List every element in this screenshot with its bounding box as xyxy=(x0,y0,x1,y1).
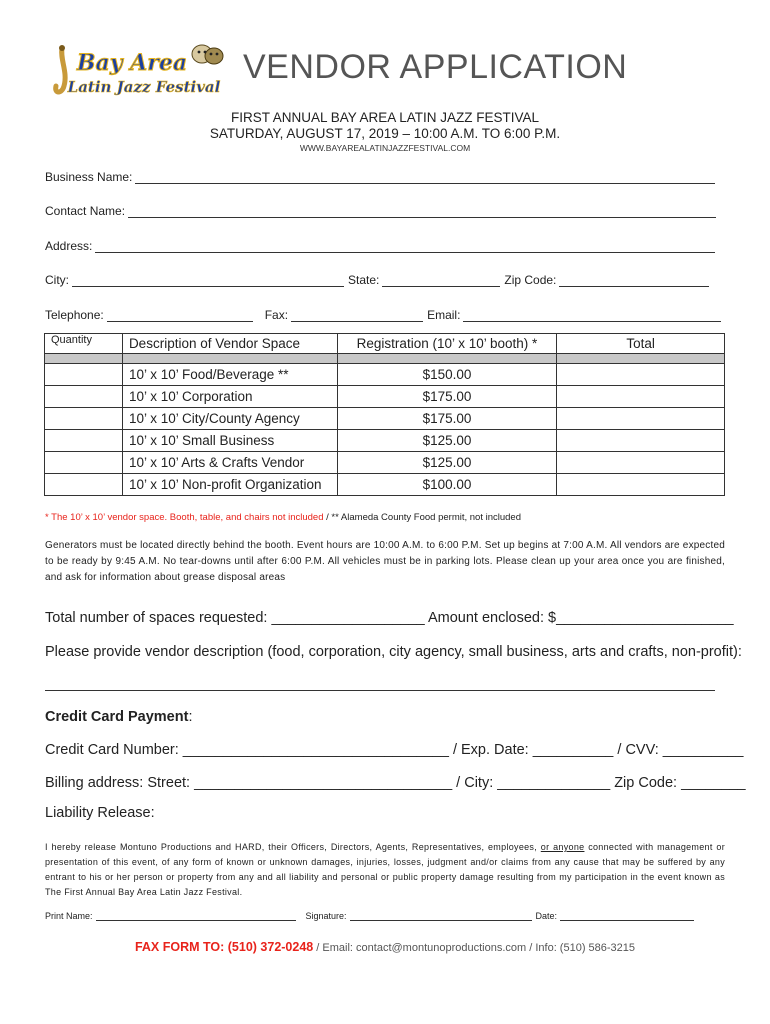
header-total: Total xyxy=(557,334,725,354)
spaces-row xyxy=(45,610,734,626)
business-name-label: Business Name: xyxy=(45,170,133,184)
booth-note-red: * The 10’ x 10’ vendor space. Booth, table, and chairs not included xyxy=(45,512,324,523)
price-cell: $125.00 xyxy=(337,430,557,452)
vendor-space-table xyxy=(44,333,725,496)
telephone-label: Telephone: xyxy=(45,308,104,322)
liability-heading: Liability Release: xyxy=(45,805,155,821)
credit-card-number-row[interactable]: Credit Card Number: _________________________________ / Exp. Date: __________ / CVV: __________ xyxy=(45,742,744,758)
header-registration: Registration (10’ x 10’ booth) * xyxy=(337,334,557,354)
festival-name: FIRST ANNUAL BAY AREA LATIN JAZZ FESTIVAL xyxy=(230,110,540,125)
price-cell: $100.00 xyxy=(337,474,557,496)
header-quantity: Quantity xyxy=(45,334,123,354)
booth-note xyxy=(45,512,521,523)
total-cell[interactable] xyxy=(557,474,725,496)
address-row xyxy=(45,237,715,253)
signature-field[interactable] xyxy=(350,911,532,921)
table-divider-row xyxy=(45,354,725,364)
description-cell: 10’ x 10’ City/County Agency xyxy=(122,408,337,430)
footer-email-info: / Email: contact@montunoproductions.com / Info: (510) 586-3215 xyxy=(313,942,636,954)
table-row xyxy=(45,452,725,474)
table-row xyxy=(45,386,725,408)
signature-row xyxy=(45,911,694,921)
total-cell[interactable] xyxy=(557,408,725,430)
state-field[interactable] xyxy=(382,275,500,287)
print-name-field[interactable] xyxy=(96,911,296,921)
liability-text: I hereby release Montuno Productions and HARD, their Officers, Directors, Agents, Representatives, employees, or anyone connected with management or presentation of this event, of any form of known or unknown damages, injuries, losses, judgment and/or claims from any cause that may be suffered by any entrant to his or her person or property from any and all liability and personal or public property damage resulting from my participation in the event known as The First Annual Bay Area Latin Jazz Festival. xyxy=(45,842,725,897)
fax-field[interactable] xyxy=(291,310,423,322)
quantity-cell[interactable] xyxy=(45,430,123,452)
date-field[interactable] xyxy=(560,911,694,921)
logo-text-line2: Latin Jazz Festival xyxy=(67,78,221,96)
price-cell: $125.00 xyxy=(337,452,557,474)
total-cell[interactable] xyxy=(557,452,725,474)
state-label: State: xyxy=(348,273,380,287)
table-header-row xyxy=(45,334,725,354)
signature-label: Signature: xyxy=(305,911,347,921)
booth-note-black: / ** Alameda County Food permit, not included xyxy=(323,512,522,523)
telephone-row xyxy=(45,306,721,322)
description-cell: 10’ x 10’ Arts & Crafts Vendor xyxy=(122,452,337,474)
price-cell: $150.00 xyxy=(337,364,557,386)
zip-label: Zip Code: xyxy=(504,273,557,287)
description-cell: 10’ x 10’ Small Business xyxy=(122,430,337,452)
total-cell[interactable] xyxy=(557,386,725,408)
email-field[interactable] xyxy=(463,310,721,322)
business-name-row xyxy=(45,168,715,184)
address-label: Address: xyxy=(45,239,93,253)
table-row xyxy=(45,474,725,496)
credit-card-heading: Credit Card Payment: xyxy=(45,709,193,725)
quantity-cell[interactable] xyxy=(45,386,123,408)
description-cell: 10’ x 10’ Food/Beverage ** xyxy=(122,364,337,386)
table-row xyxy=(45,430,725,452)
description-cell: 10’ x 10’ Corporation xyxy=(122,386,337,408)
header-description: Description of Vendor Space xyxy=(122,334,337,354)
quantity-cell[interactable] xyxy=(45,408,123,430)
total-cell[interactable] xyxy=(557,430,725,452)
amount-enclosed-field[interactable]: Amount enclosed: $______________________ xyxy=(427,610,734,626)
billing-address-row[interactable]: Billing address: Street: ________________________________ / City: ______________ Zip Code: ________ xyxy=(45,775,746,791)
drama-masks-icon xyxy=(192,45,223,64)
table-row xyxy=(45,408,725,430)
contact-name-row xyxy=(45,202,716,218)
price-cell: $175.00 xyxy=(337,386,557,408)
date-label: Date: xyxy=(535,911,558,921)
telephone-field[interactable] xyxy=(107,310,253,322)
vendor-description-prompt: Please provide vendor description (food, corporation, city agency, small business, arts and crafts, non-profit): xyxy=(45,644,742,660)
festival-date: SATURDAY, AUGUST 17, 2019 – 10:00 A.M. TO 6:00 P.M. xyxy=(209,126,561,141)
festival-logo xyxy=(50,42,228,102)
description-cell: 10’ x 10’ Non-profit Organization xyxy=(122,474,337,496)
total-cell[interactable] xyxy=(557,364,725,386)
business-name-field[interactable] xyxy=(135,172,715,184)
rules-paragraph: Generators must be located directly behind the booth. Event hours are 10:00 A.M. to 6:00 P.M. Set up begins at 7:00 A.M. All vendors are expected to be ready by 9:45 A.M. No tear-downs until after 6:00 P.M. All vehicles must be in parking lots. Please clean up your area once you are finished, and ask for information about grease disposal areas xyxy=(45,540,725,583)
fax-label: Fax: xyxy=(264,308,289,322)
email-label: Email: xyxy=(427,308,461,322)
table-row xyxy=(45,364,725,386)
festival-website: WWW.BAYAREALATINJAZZFESTIVAL.COM xyxy=(299,143,471,153)
address-field[interactable] xyxy=(95,241,715,253)
vendor-description-field[interactable] xyxy=(45,690,715,691)
total-spaces-field[interactable]: Total number of spaces requested: ___________________ xyxy=(45,610,425,626)
quantity-cell[interactable] xyxy=(45,474,123,496)
fax-number: FAX FORM TO: (510) 372-0248 xyxy=(134,940,314,954)
contact-name-label: Contact Name: xyxy=(45,204,126,218)
logo-text-line1: Bay Area xyxy=(76,50,188,76)
contact-name-field[interactable] xyxy=(128,206,716,218)
quantity-cell[interactable] xyxy=(45,364,123,386)
city-field[interactable] xyxy=(72,275,344,287)
zip-field[interactable] xyxy=(559,275,709,287)
price-cell: $175.00 xyxy=(337,408,557,430)
city-row xyxy=(45,271,709,287)
city-label: City: xyxy=(45,273,69,287)
saxophone-icon xyxy=(56,45,65,92)
quantity-cell[interactable] xyxy=(45,452,123,474)
footer-contact xyxy=(0,940,770,954)
print-name-label: Print Name: xyxy=(45,911,93,921)
page-title: VENDOR APPLICATION xyxy=(243,48,628,86)
